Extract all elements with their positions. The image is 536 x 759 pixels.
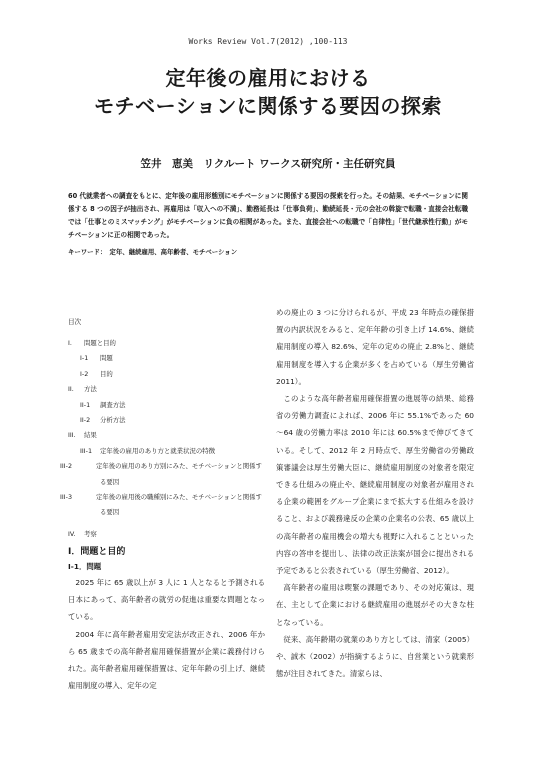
- toc-item-number: II-2: [80, 415, 91, 424]
- body-paragraph: このような高年齢者雇用確保措置の進展等の結果、総務省の労働力調査によれば、2006 年に 55.1%であった 60～64 歳の労働力率は 2010 年には 60.5%まで伸びてきている。そして、2012 年 2 月時点で、厚生労働省の労働政策審議会は厚生労働大臣に、継続雇用制度の対象者を限定できる仕組みの廃止や、継続雇用制度の対象者が雇用される企業の範囲をグループ企業にまで拡大する仕組みを設けること、および義務違反の企業の企業名の公表、65 歳以上の高年齢者の雇用機会の増大も視野に入れることといった内容の答申を提出し、法律の改正法案が国会に提出される予定であると公表されている（厚生労働省、2012）。: [276, 394, 474, 576]
- paper-title: [0, 64, 536, 120]
- toc-item: [68, 527, 265, 542]
- toc-item-number: III-1: [80, 446, 93, 455]
- toc-item-text: 問題: [100, 354, 113, 363]
- body-paragraph: 従来、高年齢期の就業のあり方としては、清家（2005）や、誠木（2002）が指摘するように、自営業という就業形態が注目されてきた。清家らは、: [276, 634, 474, 679]
- toc-item: [60, 459, 265, 490]
- toc-item-text: 目的: [100, 369, 113, 378]
- toc-item-number: II-1: [80, 400, 91, 409]
- keywords: キーワード： 定年、継続雇用、高年齢者、モチベーション: [68, 248, 238, 256]
- toc-item-text: 問題と目的: [84, 339, 116, 347]
- toc-item-number: III-2: [60, 462, 73, 471]
- toc-item: [68, 428, 265, 443]
- toc-label: 目次: [68, 318, 82, 326]
- subsection-heading: I-1．問題: [68, 562, 102, 571]
- body-paragraph: 2004 年に高年齢者雇用安定法が改正され、2006 年から 65 歳までの高年齢者雇用確保措置が企業に義務付けられた。高年齢者雇用確保措置は、定年年齢の引上げ、継続雇用制度の導入、定年の定: [68, 629, 265, 691]
- toc-item-text: 定年後の雇用のあり方別にみた、モチベーションと関係する要因: [96, 462, 262, 486]
- table-of-contents: [60, 316, 265, 542]
- body-paragraph: 高年齢者の雇用は喫緊の課題であり、その対応策は、現在、主として企業における継続雇用の進展がその大きな柱となっている。: [276, 583, 474, 627]
- toc-item-number: III.: [68, 431, 76, 440]
- toc-item: [68, 398, 265, 413]
- toc-item: [68, 382, 265, 397]
- toc-item-text: 定年後の雇用後の職種別にみた、モチベーションと関係する要因: [96, 492, 262, 517]
- toc-item: [68, 367, 265, 382]
- toc-item-text: 考察: [84, 529, 97, 538]
- section-heading: I．問題と目的: [68, 547, 126, 557]
- author-line: 笠井 恵美 リクルート ワークス研究所・主任研究員: [140, 158, 396, 170]
- toc-item-number: II.: [68, 385, 74, 394]
- right-column-body: [276, 304, 474, 682]
- toc-item-text: 定年後の雇用のあり方と就業状況の特徴: [100, 446, 216, 455]
- title-line-1: 定年後の雇用における: [165, 66, 371, 90]
- running-header: Works Review Vol.7(2012) ,100-113: [188, 37, 348, 46]
- toc-item: [68, 444, 265, 459]
- left-column-body: [68, 574, 265, 694]
- body-paragraph: 2025 年に 65 歳以上が 3 人に 1 人となると予測される日本にあって、高年齢者の就労の促進は重要な問題となっている。: [68, 578, 265, 622]
- toc-item: [68, 351, 265, 366]
- body-paragraph: めの廃止の 3 つに分けられるが、平成 23 年時点の確保措置の内訳状況をみると、定年年齢の引き上げ 14.6%、継続雇用制度の導入 82.6%、定年の定めの廃止 2.8%と、継続雇用制度を導入する企業が多くを占めている（厚生労働省 2011）。: [276, 308, 474, 386]
- toc-item: [60, 490, 265, 521]
- toc-item-number: I-2: [80, 369, 89, 378]
- toc-item-number: I.: [68, 339, 72, 347]
- toc-item: [68, 336, 265, 351]
- toc-item: [68, 413, 265, 428]
- title-line-2: モチベーションに関係する要因の探索: [94, 94, 442, 118]
- toc-item-text: 結果: [84, 431, 97, 440]
- abstract: 60 代就業者への調査をもとに、定年後の雇用形態別にモチベーションに関係する要因の探索を行った。その結果、モチベーションに関係する 8 つの因子が抽出され、再雇用は「収入への不満」、勤務延長は「仕事負荷」、勤続延長・元の会社の斡旋で転職・直接会社転職では「仕事とのミスマッチング」がモチベーションに負の相関があった。また、直接会社への転職で「自律性」「世代継承性行動」がモチベーションに正の相関であった。: [68, 192, 468, 239]
- toc-item-text: 方法: [84, 385, 97, 394]
- toc-item-number: I-1: [80, 354, 89, 363]
- toc-item-text: 調査方法: [100, 400, 126, 409]
- toc-item-text: 分析方法: [100, 415, 126, 424]
- toc-item-number: IV.: [68, 529, 76, 538]
- toc-item-number: III-3: [60, 492, 73, 501]
